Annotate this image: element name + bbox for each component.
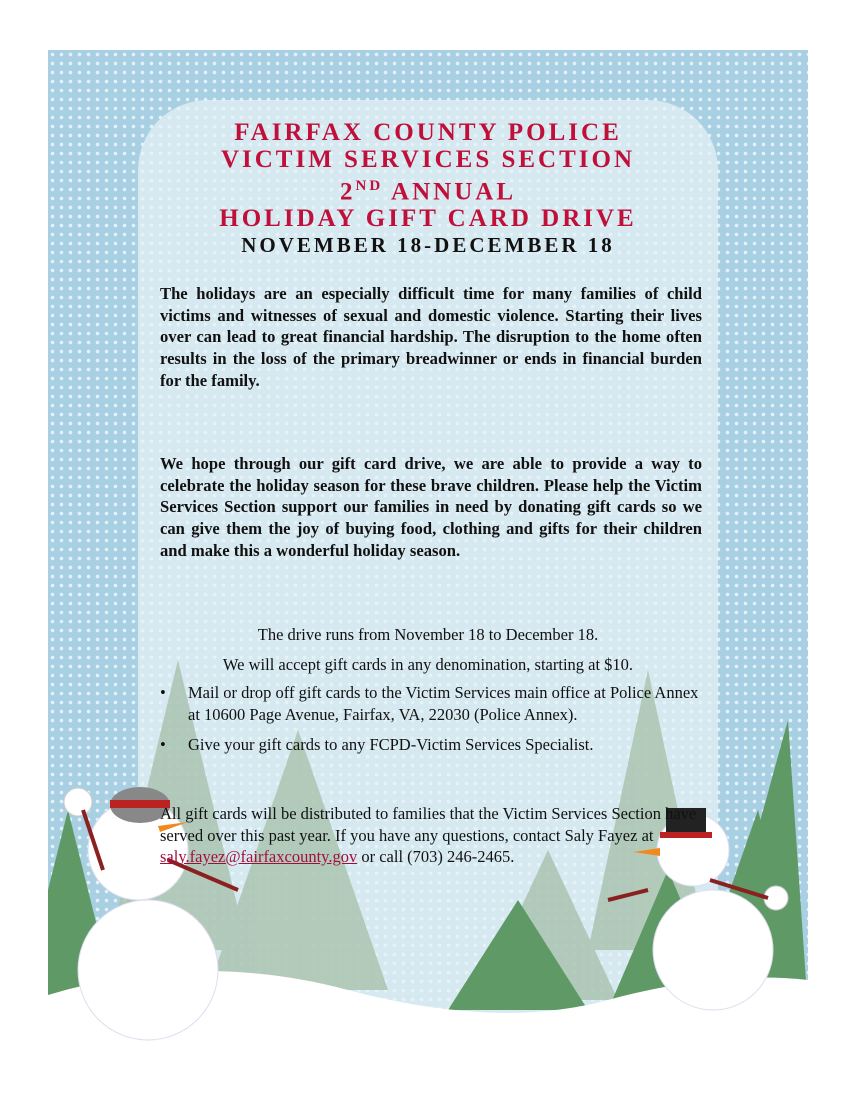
- list-item: • Give your gift cards to any FCPD-Victim Services Specialist.: [162, 734, 702, 756]
- accept-text: We will accept gift cards in any denomination, starting at $10.: [222, 655, 634, 674]
- phone-text: or call (703) 246-2465.: [357, 847, 515, 866]
- drive-runs-text: The drive runs from November 18 to December 18.: [257, 625, 599, 644]
- flyer: [48, 50, 808, 1108]
- closing-text: All gift cards will be distributed to families that the Victim Services Section have served over this past year. If you have any questions, contact Saly Fayez at: [160, 804, 697, 845]
- ordinal-number: 2: [340, 178, 356, 206]
- closing-paragraph: [160, 803, 705, 868]
- ordinal-suffix: ND: [355, 178, 384, 194]
- title-line-4: HOLIDAY GIFT CARD DRIVE: [219, 204, 637, 232]
- instructions-list: [162, 682, 702, 756]
- flyer-title: [138, 120, 718, 259]
- intro-paragraph: The holidays are an especially difficult time for many families of child victims and witnesses of sexual and domestic violence. Starting their lives over can lead to great financial hardship. The disruption to the home often results in the loss of the primary breadwinner or ends in financial burden for the family.: [160, 284, 702, 390]
- drive-dates: NOVEMBER 18-DECEMBER 18: [241, 233, 615, 258]
- email-link[interactable]: saly.fayez@fairfaxcounty.gov: [160, 847, 358, 866]
- title-line-2: VICTIM SERVICES SECTION: [220, 145, 636, 173]
- title-line-1: FAIRFAX COUNTY POLICE: [234, 119, 622, 146]
- annual-text: ANNUAL: [391, 178, 516, 206]
- title-line-3: [138, 173, 718, 206]
- list-item: • Mail or drop off gift cards to the Victim Services main office at Police Annex at 10600 Page Avenue, Fairfax, VA, 22030 (Police Annex).: [162, 682, 702, 725]
- appeal-paragraph: We hope through our gift card drive, we are able to provide a way to celebrate the holiday season for these brave children. Please help the Victim Services Section support our families in need by donating gift cards so we can give them the joy of buying food, clothing and gifts for their children and make this a wonderful holiday season.: [160, 454, 702, 560]
